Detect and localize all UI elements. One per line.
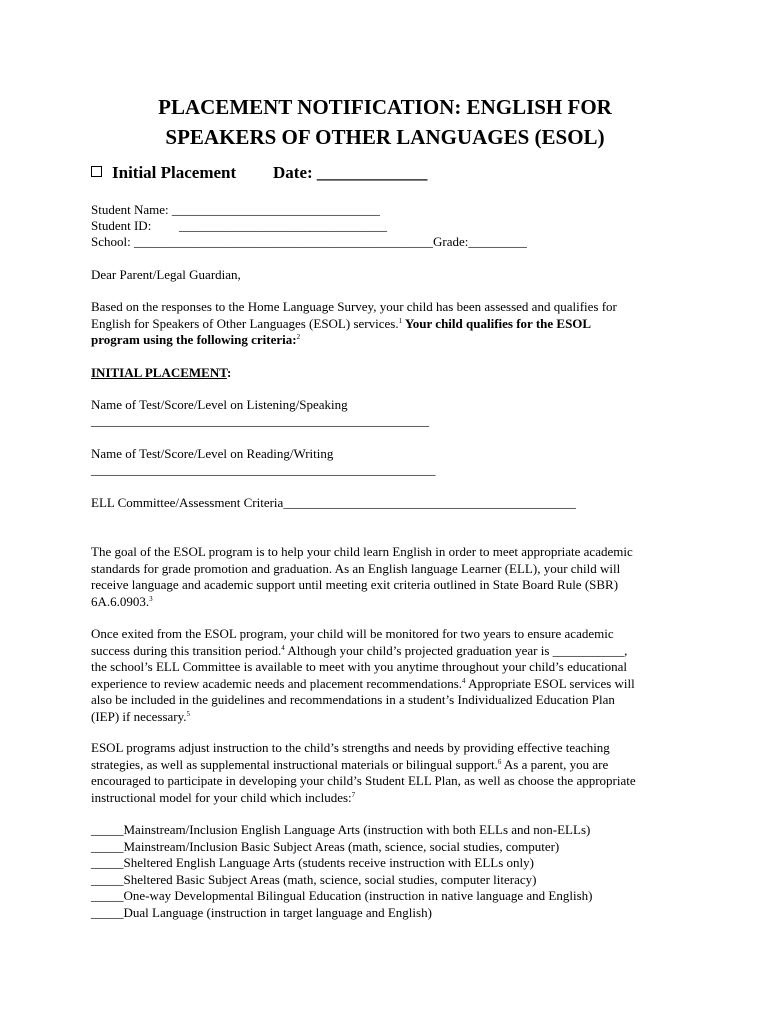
footnote-ref-4b: 4 xyxy=(462,676,466,685)
intro-paragraph xyxy=(91,299,681,349)
footnote-ref-7: 7 xyxy=(351,790,356,799)
graduation-year-text: Although your child’s projected graduation year is ___________, xyxy=(284,642,628,658)
committee-criteria-field[interactable]: ELL Committee/Assessment Criteria_____________________________________________ xyxy=(91,495,576,510)
footnote-ref-2: 2 xyxy=(296,333,301,341)
greeting: Dear Parent/Legal Guardian, xyxy=(91,267,241,282)
goal-line-2: standards for grade promotion and graduation. As an English language Learner (ELL), your child will xyxy=(91,560,621,576)
goal-line-3: receive language and academic support until meeting exit criteria outlined in State Board Rule (SBR) xyxy=(91,577,619,592)
listening-label: Name of Test/Score/Level on Listening/Speaking xyxy=(91,397,348,412)
exit-line-2-text: success during this transition period. xyxy=(91,642,282,658)
exit-line-2 xyxy=(91,643,681,660)
footnote-ref-3: 3 xyxy=(149,594,153,603)
student-id-label: Student ID: xyxy=(91,218,152,233)
student-id-field[interactable]: ________________________________ xyxy=(179,218,387,233)
intro-line-2-bold: Your child qualifies for the ESOL xyxy=(402,315,592,331)
programs-line-2-text: strategies, as well as supplemental instructional materials or bilingual support. xyxy=(91,756,498,772)
exit-paragraph xyxy=(91,626,681,725)
student-id-row xyxy=(91,218,387,235)
school-grade-field[interactable]: School: ______________________________________________Grade:_________ xyxy=(91,234,527,249)
reading-label: Name of Test/Score/Level on Reading/Writing xyxy=(91,446,334,461)
programs-line-4-text: instructional model for your child which includes: xyxy=(91,789,352,805)
model-option-sheltered-basic[interactable]: _____Sheltered Basic Subject Areas (math, science, social studies, computer literacy) xyxy=(91,871,537,887)
exit-line-6 xyxy=(91,709,681,726)
exit-line-6-text: (IEP) if necessary. xyxy=(91,708,187,724)
document-title xyxy=(0,92,770,152)
programs-line-4 xyxy=(91,790,681,807)
model-option-mainstream-ela[interactable]: _____Mainstream/Inclusion English Language Arts (instruction with both ELLs and non-ELLs) xyxy=(91,822,591,837)
exit-line-4 xyxy=(91,676,681,693)
heading-colon: : xyxy=(226,365,232,380)
initial-placement-heading-text: INITIAL PLACEMENT xyxy=(91,365,227,380)
title-line-1: PLACEMENT NOTIFICATION: ENGLISH FOR xyxy=(158,95,612,119)
title-line-2: SPEAKERS OF OTHER LANGUAGES (ESOL) xyxy=(165,125,605,149)
exit-line-4-text: experience to review academic needs and placement recommendations. xyxy=(91,675,463,691)
programs-line-3: encouraged to participate in developing your child’s Student ELL Plan, as well as choose the appropriate xyxy=(91,773,636,788)
intro-line-2-text: English for Speakers of Other Languages (ESOL) services. xyxy=(91,315,399,331)
programs-line-2 xyxy=(91,757,681,774)
placement-row xyxy=(91,163,428,183)
programs-line-2-tail: As a parent, you are xyxy=(501,756,609,772)
reading-field[interactable]: _____________________________________________________ xyxy=(91,462,436,477)
footnote-ref-1: 1 xyxy=(398,316,403,325)
programs-line-1: ESOL programs adjust instruction to the child’s strengths and needs by providing effective teaching xyxy=(91,740,610,755)
intro-line-2 xyxy=(91,316,681,333)
instructional-models-list xyxy=(91,822,681,921)
goal-line-4 xyxy=(91,594,681,611)
model-option-one-way-bilingual[interactable]: _____One-way Developmental Bilingual Education (instruction in native language and English) xyxy=(91,888,593,903)
model-option-dual-language[interactable]: _____Dual Language (instruction in target language and English) xyxy=(91,904,432,920)
date-field[interactable]: Date: _____________ xyxy=(273,163,428,182)
initial-placement-label: Initial Placement xyxy=(112,163,237,182)
initial-placement-checkbox[interactable] xyxy=(91,166,102,177)
exit-line-1: Once exited from the ESOL program, your child will be monitored for two years to ensure academic xyxy=(91,626,614,641)
exit-line-3: the school’s ELL Committee is available to meet with you anytime throughout your child’s educational xyxy=(91,659,628,674)
exit-line-4-tail: Appropriate ESOL services will xyxy=(465,675,635,691)
intro-line-1: Based on the responses to the Home Language Survey, your child has been assessed and qualifies for xyxy=(91,299,617,314)
footnote-ref-5: 5 xyxy=(186,709,191,718)
model-option-mainstream-basic[interactable]: _____Mainstream/Inclusion Basic Subject Areas (math, science, social studies, computer) xyxy=(91,838,560,854)
goal-line-1: The goal of the ESOL program is to help your child learn English in order to meet appropriate academic xyxy=(91,544,633,559)
exit-line-5: also be included in the guidelines and recommendations in a student’s Individualized Education Plan xyxy=(91,692,615,707)
goal-paragraph xyxy=(91,544,681,610)
intro-line-3-bold: program using the following criteria: xyxy=(91,332,297,347)
listening-field[interactable]: ____________________________________________________ xyxy=(91,413,429,428)
initial-placement-heading xyxy=(91,365,231,382)
goal-line-4-text: 6A.6.0903. xyxy=(91,593,150,609)
student-name-field[interactable]: Student Name: ________________________________ xyxy=(91,202,380,217)
footnote-ref-4a: 4 xyxy=(281,643,285,652)
footnote-ref-6: 6 xyxy=(497,757,502,766)
intro-line-3 xyxy=(91,332,681,349)
programs-paragraph xyxy=(91,740,681,806)
model-option-sheltered-ela[interactable]: _____Sheltered English Language Arts (students receive instruction with ELLs only) xyxy=(91,855,534,870)
